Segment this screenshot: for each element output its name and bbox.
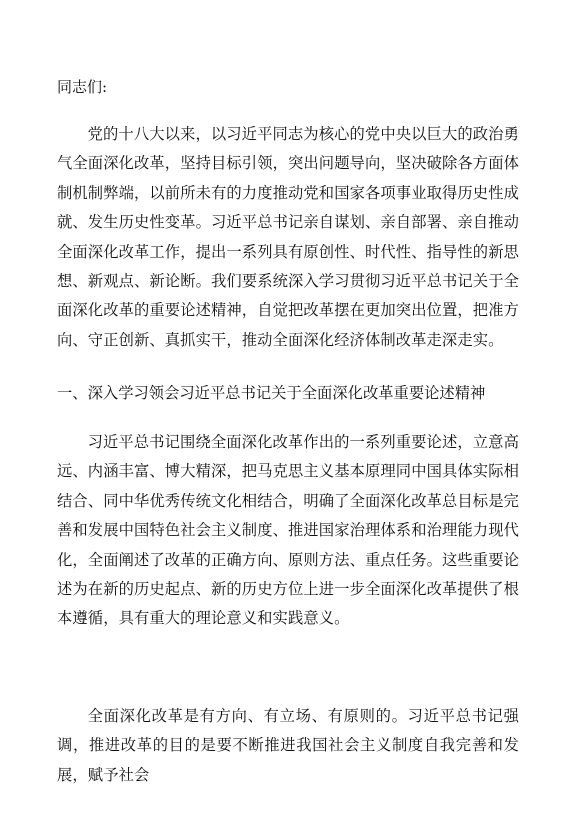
- paragraph-body: 习近平总书记围绕全面深化改革作出的一系列重要论述，立意高远、内涵丰富、博大精深，把马克思主义基本原理同中国具体实际相结合、同中华优秀传统文化相结合，明确了全面深化改革总目标是完善和发展中国特色社会主义制度、推进国家治理体系和治理能力现代化，全面阐述了改革的正确方向、原则方法、重点任务。这些重要论述为在新的历史起点、新的历史方位上进一步全面深化改革提供了根本遵循，具有重大的理论意义和实践意义。: [57, 433, 519, 628]
- salutation: 同志们:: [57, 78, 108, 96]
- paragraph-continued: 全面深化改革是有方向、有立场、有原则的。习近平总书记强调，推进改革的目的是要不断推进我国社会主义制度自我完善和发展，赋予社会: [57, 707, 519, 784]
- section-heading: 一、深入学习领会习近平总书记关于全面深化改革重要论述精神: [57, 384, 486, 402]
- paragraph-intro: 党的十八大以来，以习近平同志为核心的党中央以巨大的政治勇气全面深化改革，坚持目标引领，突出问题导向，坚决破除各方面体制机制弊端，以前所未有的力度推动党和国家各项事业取得历史性成就、发生历史性变革。习近平总书记亲自谋划、亲自部署、亲自推动全面深化改革工作，提出一系列具有原创性、时代性、指导性的新思想、新观点、新论断。我们要系统深入学习贯彻习近平总书记关于全面深化改革的重要论述精神，自觉把改革摆在更加突出位置，把准方向、守正创新、真抓实干，推动全面深化经济体制改革走深走实。: [57, 125, 519, 349]
